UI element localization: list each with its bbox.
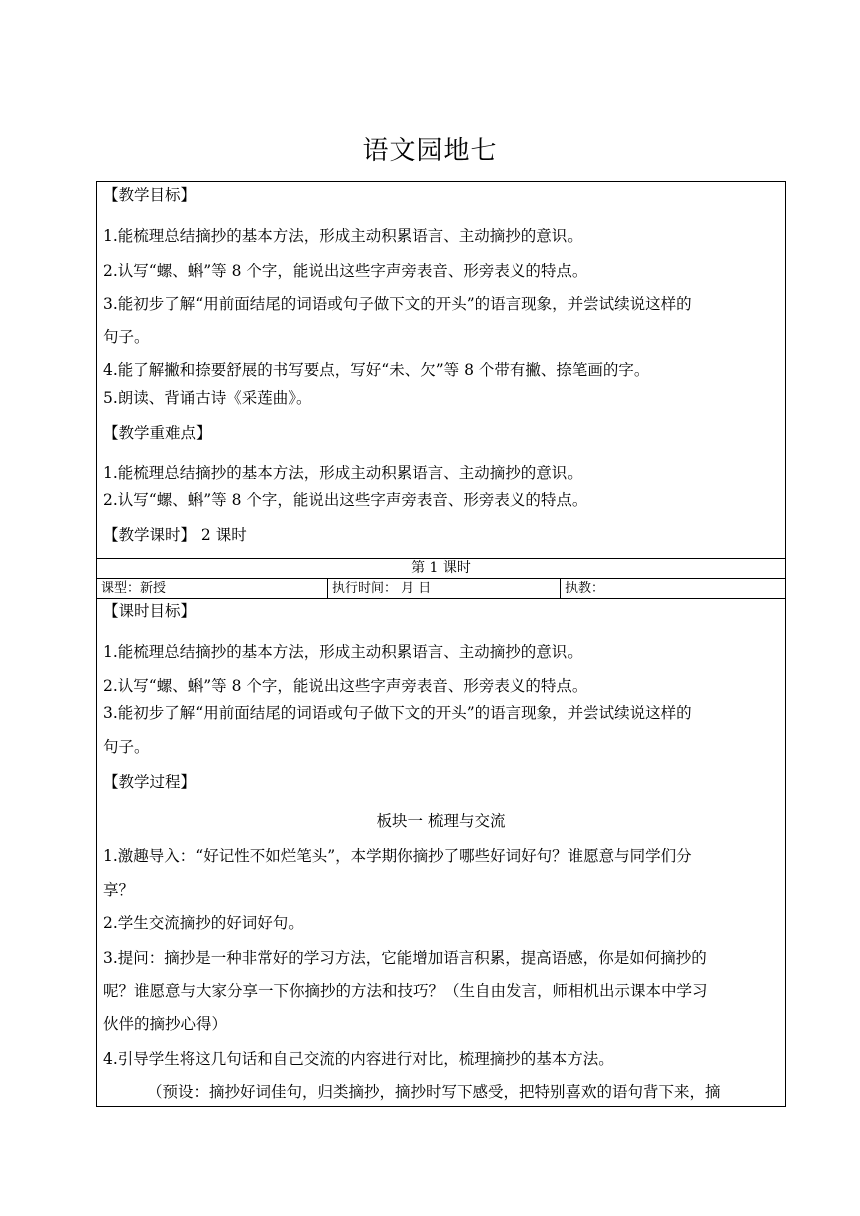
objective-line: 3.能初步了解“用前面结尾的词语或句子做下文的开头”的语言现象，并尝试续说这样的 xyxy=(103,295,692,313)
lesson-goal-line: 句子。 xyxy=(103,738,150,756)
objective-line: 4.能了解撇和捺要舒展的书写要点，写好“未、欠”等 8 个带有撇、捺笔画的字。 xyxy=(103,361,650,379)
process-line: 2.学生交流摘抄的好词好句。 xyxy=(103,914,304,932)
process-line: 呢？谁愿意与大家分享一下你摘抄的方法和技巧？（生自由发言，师相机出示课本中学习 xyxy=(103,982,708,1000)
lesson-goal-line: 2.认写“螺、蝌”等 8 个字，能说出这些字声旁表音、形旁表义的特点。 xyxy=(103,677,588,695)
execution-time: 执行时间： 月 日 xyxy=(332,581,432,596)
key-point-line: 2.认写“螺、蝌”等 8 个字，能说出这些字声旁表音、形旁表义的特点。 xyxy=(103,491,588,509)
section-heading: 板块一 梳理与交流 xyxy=(376,812,506,830)
hours-line: 【教学课时】 2 课时 xyxy=(103,526,247,544)
process-line: 伙伴的摘抄心得） xyxy=(103,1015,228,1033)
page-title: 语文园地七 xyxy=(362,136,498,166)
process-line: （预设：摘抄好词佳句，归类摘抄，摘抄时写下感受，把特别喜欢的语句背下来，摘 xyxy=(147,1083,721,1101)
process-heading: 【教学过程】 xyxy=(103,773,197,791)
lesson-title: 第 1 课时 xyxy=(411,560,471,576)
key-points-heading: 【教学重难点】 xyxy=(103,424,212,442)
divider xyxy=(97,598,785,599)
process-line: 1.激趣导入：“好记性不如烂笔头”，本学期你摘抄了哪些好词好句？谁愿意与同学们分 xyxy=(103,847,692,865)
objective-line: 5.朗读、背诵古诗《采莲曲》。 xyxy=(103,389,312,407)
lesson-type: 课型：新授 xyxy=(101,581,167,596)
objective-line: 2.认写“螺、蝌”等 8 个字，能说出这些字声旁表音、形旁表义的特点。 xyxy=(103,262,588,280)
lesson-plan-table xyxy=(96,181,786,1107)
lesson-goal-line: 1.能梳理总结摘抄的基本方法，形成主动积累语言、主动摘抄的意识。 xyxy=(103,643,583,661)
objectives-heading: 【教学目标】 xyxy=(103,186,197,204)
teacher: 执教： xyxy=(565,581,605,596)
lesson-goal-line: 3.能初步了解“用前面结尾的词语或句子做下文的开头”的语言现象，并尝试续说这样的 xyxy=(103,704,692,722)
process-line: 享？ xyxy=(103,881,135,899)
key-point-line: 1.能梳理总结摘抄的基本方法，形成主动积累语言、主动摘抄的意识。 xyxy=(103,464,583,482)
objective-line: 句子。 xyxy=(103,328,150,346)
lesson-goals-heading: 【课时目标】 xyxy=(103,602,197,620)
process-line: 3.提问：摘抄是一种非常好的学习方法，它能增加语言积累，提高语感，你是如何摘抄的 xyxy=(103,949,707,967)
meta-row xyxy=(97,579,785,598)
process-line: 4.引导学生将这几句话和自己交流的内容进行对比，梳理摘抄的基本方法。 xyxy=(103,1050,614,1068)
objective-line: 1.能梳理总结摘抄的基本方法，形成主动积累语言、主动摘抄的意识。 xyxy=(103,227,583,245)
